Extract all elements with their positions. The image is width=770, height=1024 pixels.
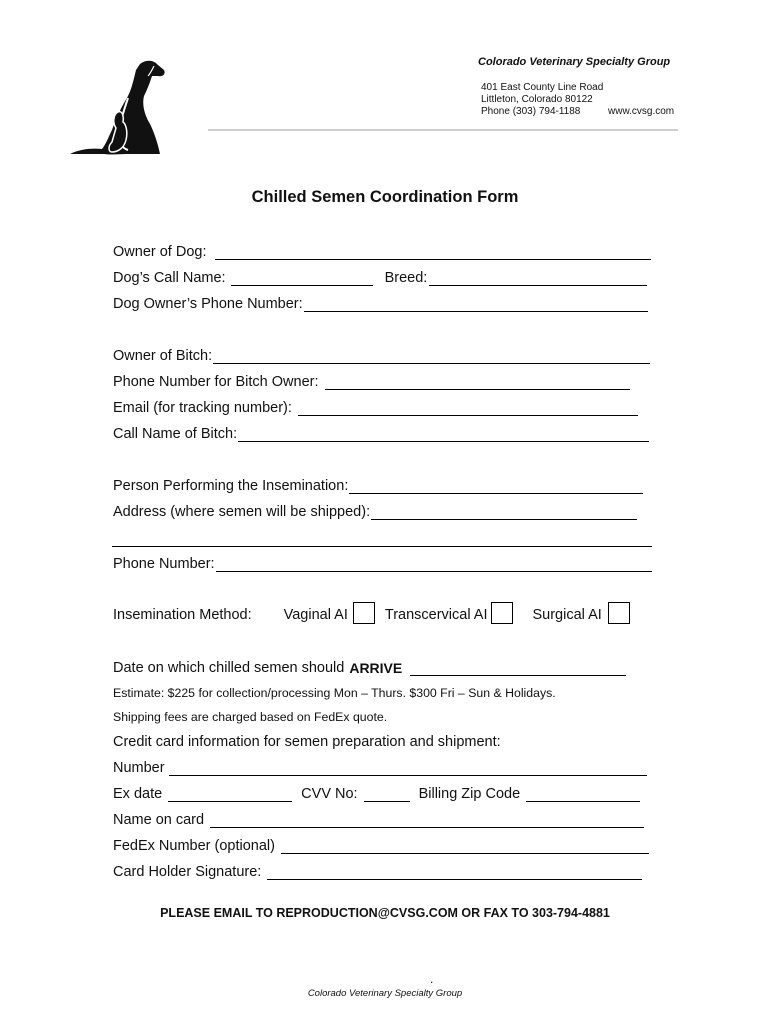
breed-label: Breed: [384, 270, 428, 286]
shipping-text [113, 710, 387, 724]
footer-dot: . [430, 972, 434, 986]
footer-org-name: Colorado Veterinary Specialty Group [307, 988, 463, 999]
arrive-date-field[interactable] [410, 661, 626, 676]
name-on-card-label: Name on card [113, 812, 205, 828]
fedex-number-label: FedEx Number (optional) [113, 838, 275, 854]
address-field-line-2[interactable] [112, 546, 652, 547]
signature-field[interactable] [267, 865, 642, 880]
address-field[interactable] [371, 505, 637, 520]
bitch-owner-phone-field[interactable] [325, 375, 630, 390]
arrive-date-label: Date on which chilled semen should [113, 660, 345, 676]
dogs-call-name-field[interactable] [231, 271, 373, 286]
dog-owner-phone-label: Dog Owner’s Phone Number: [113, 296, 303, 312]
name-on-card-row [113, 812, 644, 828]
vaginal-ai-checkbox[interactable] [353, 602, 375, 624]
arrive-date-row [113, 660, 626, 676]
dog-owner-phone-field[interactable] [304, 297, 648, 312]
estimate-text [113, 686, 556, 700]
shipping-label: Shipping fees are charged based on FedEx quote. [113, 710, 388, 724]
cvv-field[interactable] [364, 787, 410, 802]
dog-silhouette-icon [68, 58, 186, 158]
address-line-2: Littleton, Colorado 80122 [481, 94, 593, 105]
insemination-method-label: Insemination Method: [113, 607, 252, 623]
ex-date-label: Ex date [113, 786, 163, 802]
breed-field[interactable] [429, 271, 647, 286]
card-number-label: Number [113, 760, 165, 776]
transcervical-ai-label: Transcervical AI [384, 607, 488, 623]
fedex-number-row [113, 838, 649, 854]
call-name-of-bitch-field[interactable] [238, 427, 649, 442]
owner-of-bitch-label: Owner of Bitch: [113, 348, 213, 364]
name-on-card-field[interactable] [210, 813, 644, 828]
email-label: Email (for tracking number): [113, 400, 292, 416]
dog-owner-phone-row [113, 296, 648, 312]
address-label: Address (where semen will be shipped): [113, 504, 371, 520]
signature-label: Card Holder Signature: [113, 864, 262, 880]
cvv-label: CVV No: [301, 786, 358, 802]
owner-of-bitch-row [113, 348, 650, 364]
header-divider [208, 129, 678, 131]
credit-card-heading [113, 734, 501, 750]
person-performing-label: Person Performing the Insemination: [113, 478, 349, 494]
ex-date-field[interactable] [168, 787, 292, 802]
call-name-of-bitch-row [113, 426, 649, 442]
billing-zip-field[interactable] [526, 787, 640, 802]
call-name-of-bitch-label: Call Name of Bitch: [113, 426, 238, 442]
website-text: www.cvsg.com [608, 106, 675, 117]
surgical-ai-label: Surgical AI [532, 607, 602, 623]
insemination-method-row [113, 602, 630, 624]
phone-number-row [113, 556, 652, 572]
owner-of-bitch-field[interactable] [213, 349, 650, 364]
signature-row [113, 864, 642, 880]
transcervical-ai-checkbox[interactable] [491, 602, 513, 624]
card-number-row [113, 760, 647, 776]
arrive-word: ARRIVE [349, 660, 403, 676]
person-performing-row [113, 478, 643, 494]
card-number-field[interactable] [169, 761, 647, 776]
bitch-owner-phone-label: Phone Number for Bitch Owner: [113, 374, 319, 390]
surgical-ai-checkbox[interactable] [608, 602, 630, 624]
owner-of-dog-row [113, 244, 651, 260]
person-performing-field[interactable] [349, 479, 643, 494]
org-name: Colorado Veterinary Specialty Group [478, 56, 671, 68]
address-line-1: 401 East County Line Road [481, 82, 604, 93]
dog-call-name-row [113, 270, 647, 286]
owner-of-dog-label: Owner of Dog: [113, 244, 207, 260]
fedex-number-field[interactable] [281, 839, 649, 854]
phone-number-label: Phone Number: [113, 556, 215, 572]
bitch-owner-phone-row [113, 374, 630, 390]
form-title: Chilled Semen Coordination Form [251, 188, 519, 206]
email-field[interactable] [298, 401, 638, 416]
billing-zip-label: Billing Zip Code [418, 786, 521, 802]
dogs-call-name-label: Dog’s Call Name: [113, 270, 226, 286]
vaginal-ai-label: Vaginal AI [283, 607, 348, 623]
address-row [113, 504, 637, 520]
owner-of-dog-field[interactable] [215, 245, 651, 260]
email-instruction: PLEASE EMAIL TO REPRODUCTION@CVSG.COM OR FAX TO 303-794-4881 [160, 906, 610, 920]
phone-number-field[interactable] [216, 557, 652, 572]
estimate-label: Estimate: $225 for collection/processing Mon – Thurs. $300 Fri – Sun & Holidays. [113, 686, 556, 700]
phone-text: Phone (303) 794-1188 [481, 106, 581, 117]
email-row [113, 400, 638, 416]
credit-card-heading-label: Credit card information for semen preparation and shipment: [113, 734, 501, 750]
ex-date-row [113, 786, 640, 802]
